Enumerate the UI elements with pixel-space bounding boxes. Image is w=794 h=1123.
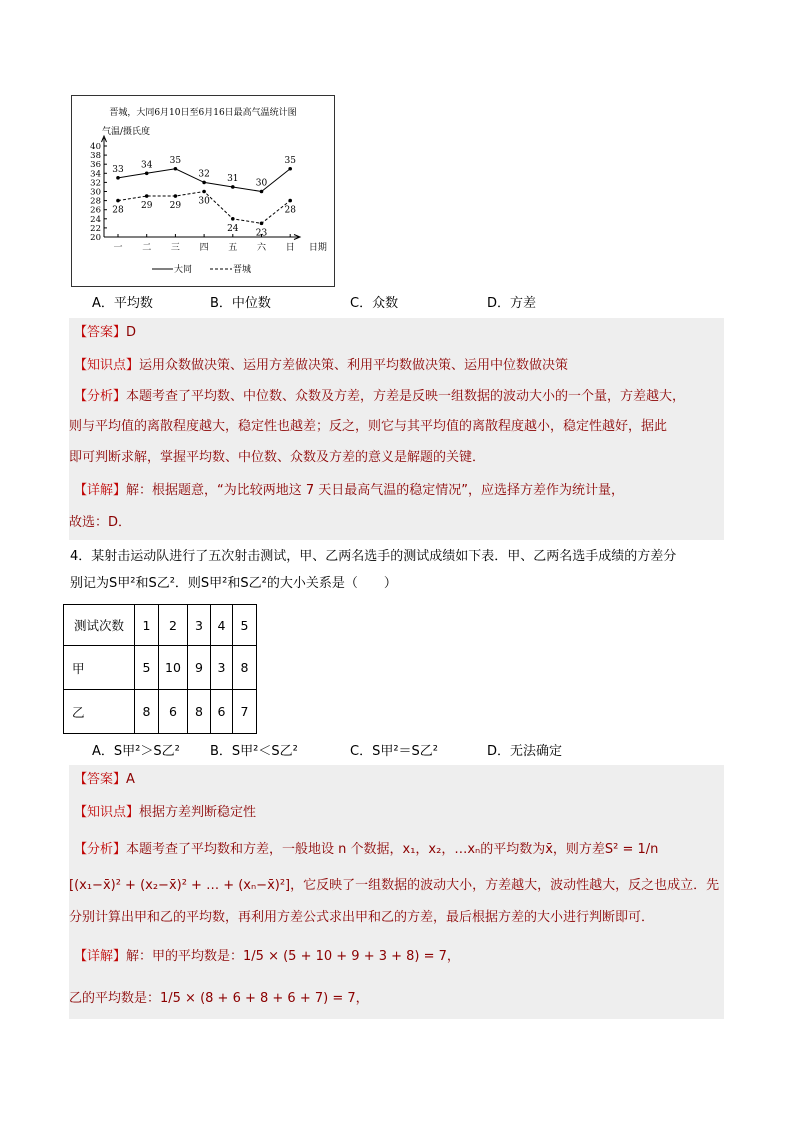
x-tick-label: 六 (256, 243, 267, 253)
q3-knowledge-line: 【知识点】运用众数做决策、运用方差做决策、利用平均数做决策、运用中位数做决策 (74, 358, 569, 373)
q3-option-d: D．方差 (487, 296, 537, 311)
y-tick-label: 28 (90, 196, 101, 207)
x-tick-label: 三 (170, 243, 180, 253)
table-cell: 5 (135, 646, 159, 690)
y-tick-label: 32 (90, 178, 101, 189)
table-cell: 6 (159, 690, 188, 734)
table-cell: 甲 (64, 646, 135, 690)
q4-knowledge-line: 【知识点】根据方差判断稳定性 (74, 805, 257, 820)
q3-option-c: C．众数 (350, 296, 399, 311)
table-row (64, 690, 257, 734)
data-point (174, 194, 178, 198)
data-point (288, 167, 292, 171)
x-tick-label: 日 (285, 243, 295, 253)
table-row (64, 646, 257, 690)
table-cell: 8 (233, 646, 257, 690)
table-cell: 10 (159, 646, 188, 690)
y-axis-label: 气温/摄氏度 (102, 127, 151, 137)
q3-analysis-line-1: 【分析】本题考查了平均数、中位数、众数及方差，方差是反映一组数据的波动大小的一个量，方差越大， (74, 389, 686, 404)
data-label: 29 (169, 201, 182, 212)
x-axis-label: 日期 (308, 243, 327, 253)
x-tick-label: 四 (199, 243, 209, 253)
table-header-row (64, 605, 257, 646)
data-point (145, 172, 149, 176)
data-label: 30 (255, 178, 268, 189)
data-label: 33 (112, 164, 124, 175)
data-point (145, 194, 149, 198)
data-label: 28 (284, 205, 296, 216)
table-cell: 8 (135, 690, 159, 734)
table-cell: 4 (211, 605, 233, 646)
q3-option-a: A．平均数 (92, 296, 153, 311)
x-tick-label: 一 (113, 243, 123, 253)
q4-detail-line-1: 【详解】解：甲的平均数是：1/5 × (5 + 10 + 9 + 3 + 8) = 7， (74, 949, 460, 964)
data-point (202, 190, 206, 194)
y-tick-label: 38 (90, 151, 101, 162)
data-label: 28 (112, 205, 124, 216)
data-point (260, 222, 264, 226)
y-tick-label: 36 (90, 160, 101, 171)
data-label: 32 (198, 169, 210, 180)
legend-label-jincheng: 晋城 (233, 265, 252, 275)
q4-solution-block (69, 765, 724, 1019)
table-cell: 乙 (64, 690, 135, 734)
table-cell: 8 (188, 690, 211, 734)
data-label: 24 (227, 223, 239, 234)
data-point (288, 199, 292, 203)
data-label: 29 (140, 201, 153, 212)
q4-option-b: B．S甲²＜S乙² (210, 744, 298, 759)
data-point (116, 199, 120, 203)
y-tick-label: 34 (90, 169, 101, 180)
y-tick-label: 30 (90, 187, 101, 198)
q4-option-a: A．S甲²＞S乙² (92, 744, 180, 759)
table-cell: 1 (135, 605, 159, 646)
y-tick-label: 20 (90, 233, 101, 243)
data-label: 34 (140, 160, 153, 171)
table-cell: 测试次数 (64, 605, 135, 646)
y-tick-label: 24 (90, 214, 101, 225)
table-cell: 3 (188, 605, 211, 646)
q4-detail-line-2: 乙的平均数是：1/5 × (8 + 6 + 8 + 6 + 7) = 7， (69, 991, 369, 1006)
data-label: 30 (198, 196, 210, 207)
table-cell: 5 (233, 605, 257, 646)
q3-analysis-line-3: 即可判断求解，掌握平均数、中位数、众数及方差的意义是解题的关键． (69, 450, 486, 465)
chart-svg (72, 96, 334, 286)
q4-analysis-line-1: 【分析】本题考查了平均数和方差，一般地设 n 个数据，x₁，x₂，…xₙ的平均数为x̄，则方差S² = 1/n (74, 842, 659, 857)
table-cell: 6 (211, 690, 233, 734)
y-tick-label: 22 (90, 223, 101, 234)
table-cell: 3 (211, 646, 233, 690)
q3-analysis-line-2: 则与平均值的离散程度越大，稳定性也越差；反之，则它与其平均值的离散程度越小，稳定性越好，据此 (69, 419, 668, 434)
q3-detail-line-1: 【详解】解：根据题意，“为比较两地这 7 天日最高气温的稳定情况”，应选择方差作为统计量， (74, 483, 625, 498)
x-tick-label: 二 (142, 243, 152, 253)
q3-detail-line-2: 故选：D． (69, 515, 132, 530)
q4-analysis-line-3: 分别计算出甲和乙的平均数，再利用方差公式求出甲和乙的方差，最后根据方差的大小进行判断即可． (69, 910, 655, 925)
table-cell: 7 (233, 690, 257, 734)
data-label: 35 (284, 155, 296, 166)
data-label: 35 (169, 155, 182, 166)
legend-label-datong: 大同 (174, 265, 193, 275)
score-table (63, 604, 257, 734)
q4-option-c: C．S甲²＝S乙² (350, 744, 439, 759)
temperature-line-chart (71, 95, 335, 287)
data-point (260, 190, 264, 194)
data-point (174, 167, 178, 171)
data-label: 23 (255, 228, 268, 239)
q3-answer-line: 【答案】D (74, 325, 137, 340)
y-tick-label: 26 (90, 205, 101, 216)
data-point (116, 176, 120, 180)
y-tick-label: 40 (90, 142, 101, 152)
data-label: 31 (227, 173, 239, 184)
x-tick-label: 五 (228, 243, 238, 253)
chart-title: 晋城，大同6月10日至6月16日最高气温统计图 (109, 108, 297, 118)
q3-option-b: B．中位数 (210, 296, 271, 311)
q3-solution-block (69, 318, 724, 540)
data-point (202, 181, 206, 185)
data-point (231, 185, 235, 189)
q4-answer-line: 【答案】A (74, 772, 135, 787)
table-cell: 2 (159, 605, 188, 646)
q4-analysis-line-2: [(x₁−x̄)² + (x₂−x̄)² + … + (xₙ−x̄)²]，它反映了一组数据的波动大小，方差越大，波动性越大，反之也成立．先 (69, 878, 720, 893)
q4-stem-line-1: 4．某射击运动队进行了五次射击测试，甲、乙两名选手的测试成绩如下表．甲、乙两名选手成绩的方差分 (70, 549, 677, 564)
data-point (231, 217, 235, 221)
q4-option-d: D．无法确定 (487, 744, 563, 759)
q4-stem-line-2: 别记为S甲²和S乙²．则S甲²和S乙²的大小关系是（ ） (70, 576, 397, 591)
table-cell: 9 (188, 646, 211, 690)
